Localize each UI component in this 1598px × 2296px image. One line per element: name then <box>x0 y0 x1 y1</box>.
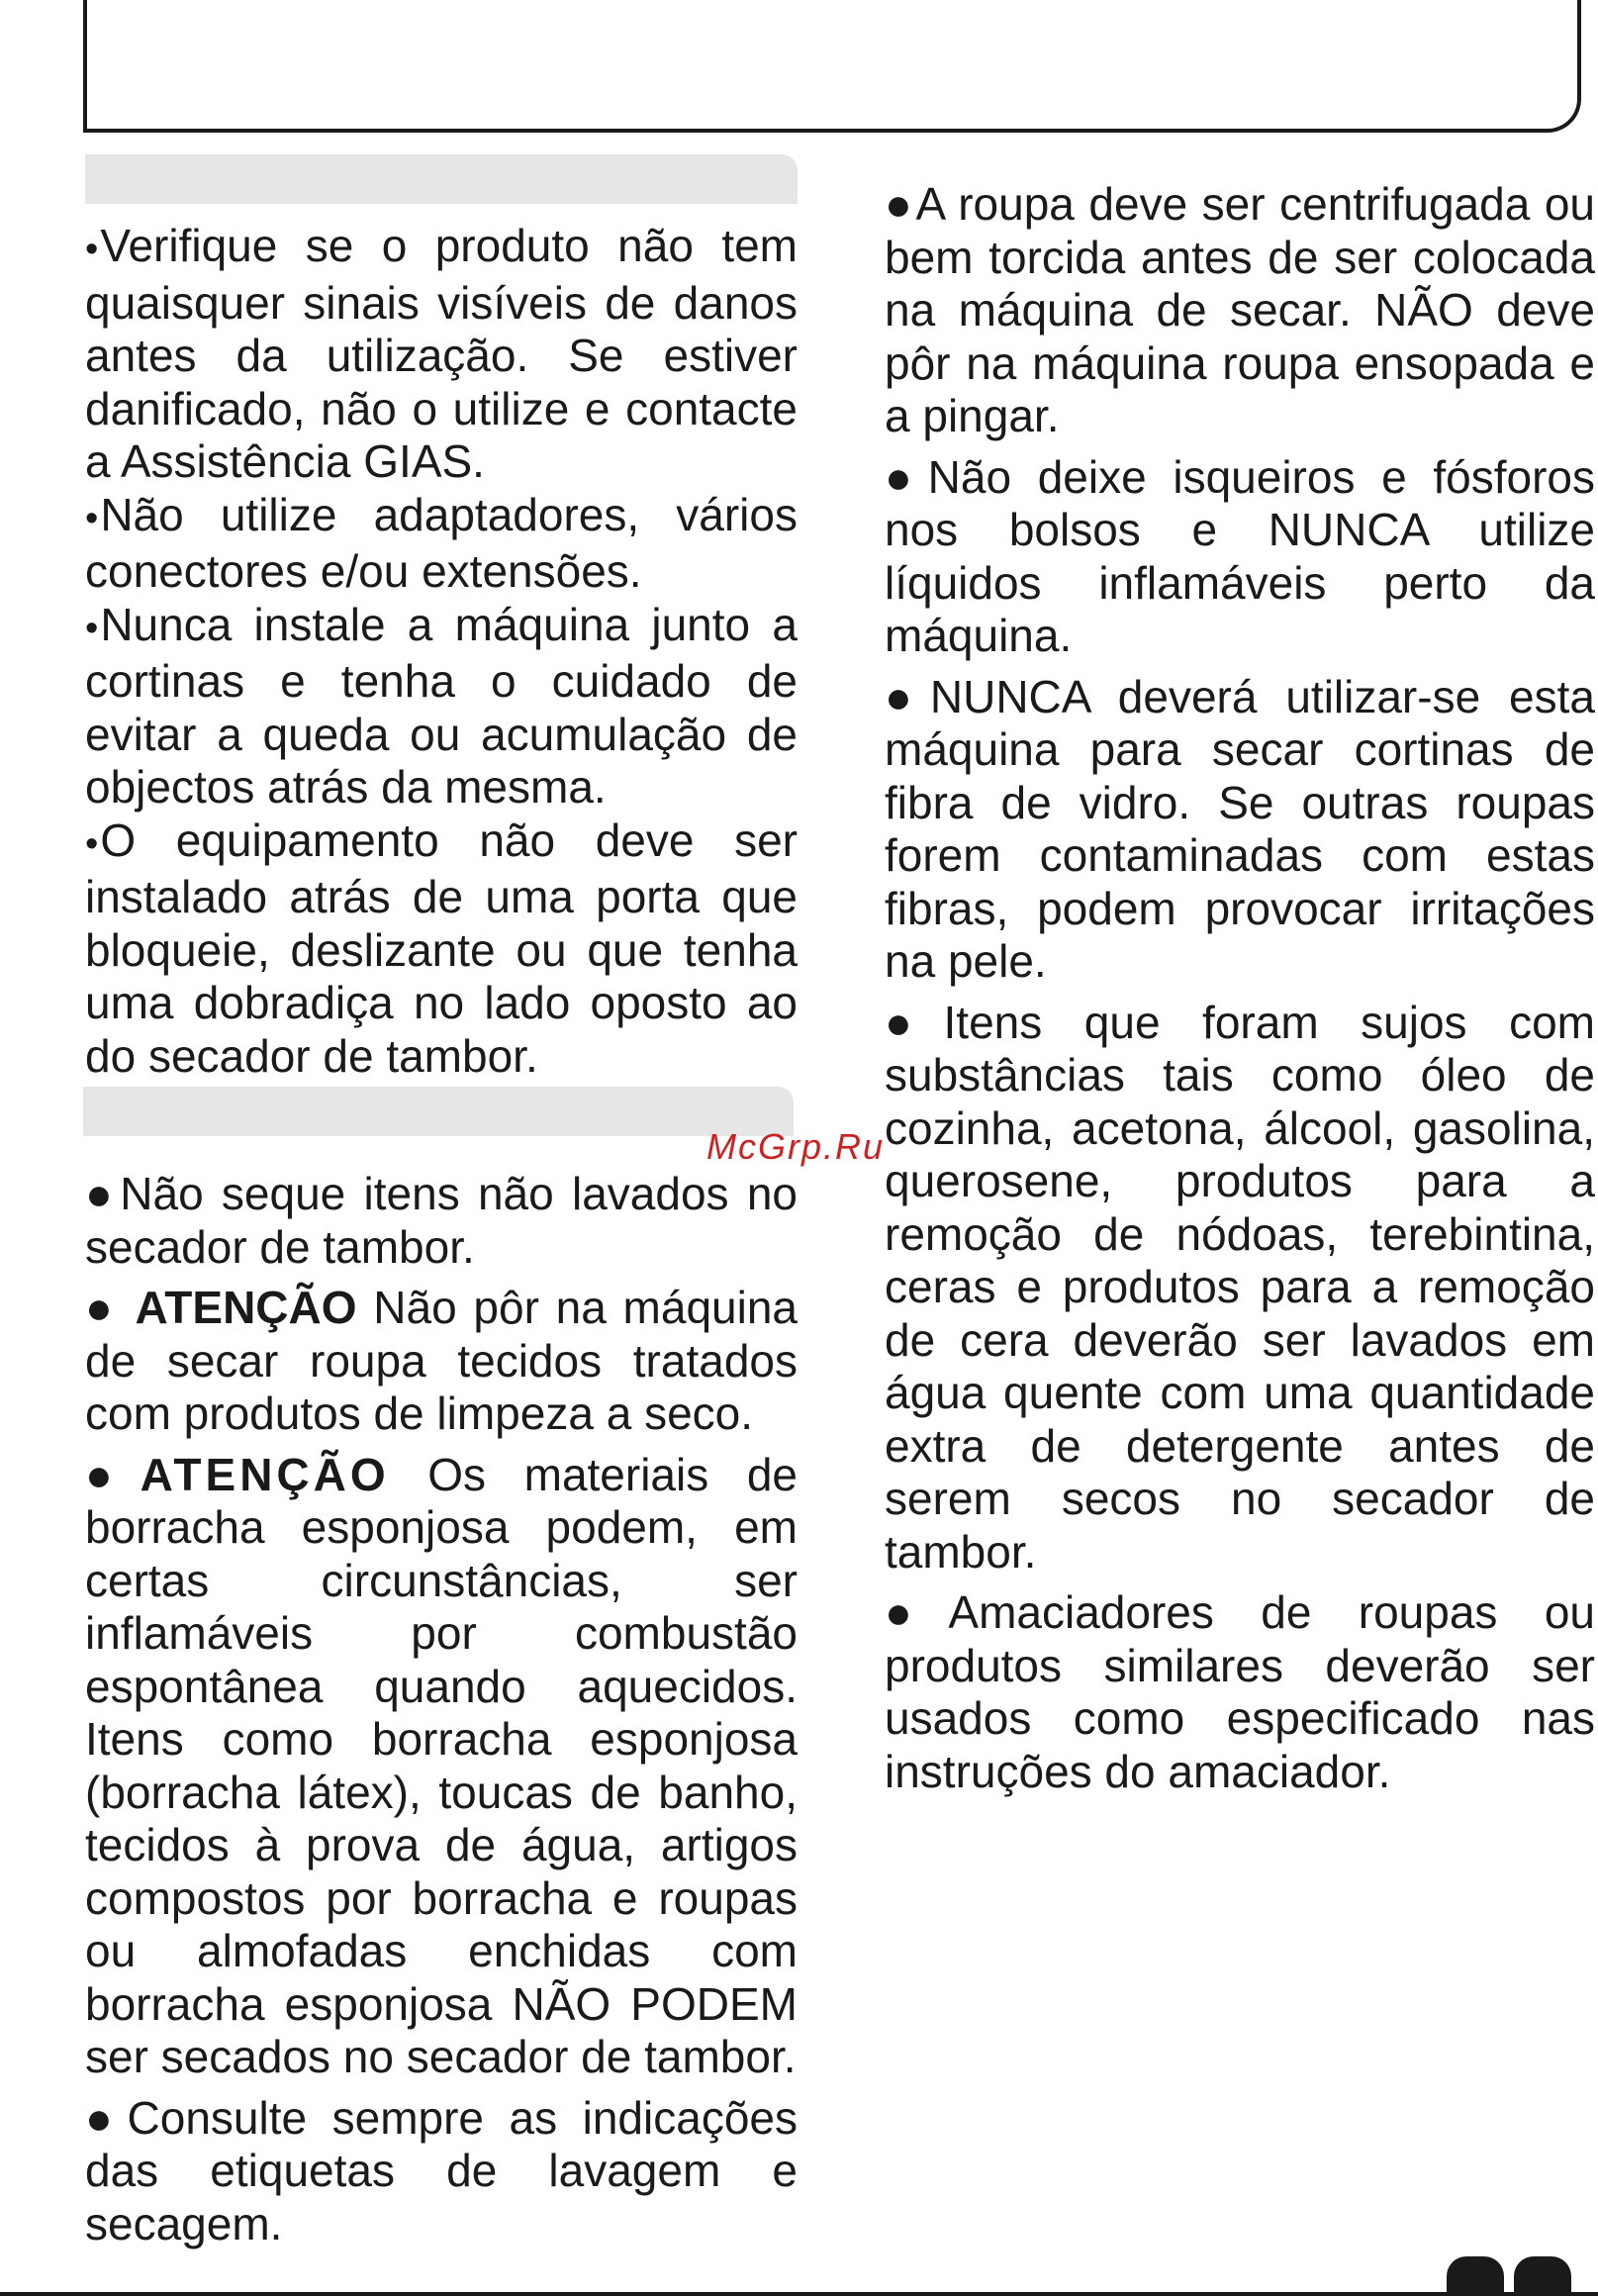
bullet-icon: • <box>85 822 99 865</box>
list-item: ●Itens que foram sujos com substâncias tais como óleo de cozinha, acetona, álcool, gasolina, querosene, produtos para a remoção de nódoas, terebintina, ceras e produtos para a remoção de cera deverão ser lavados em água quente com uma quantidade extra de detergente antes de serem secos no secador de tambor. <box>885 996 1595 1578</box>
list-item: ● ATENÇÃO Não pôr na máquina de secar roupa tecidos tratados com produtos de limpeza a seco. <box>85 1282 798 1439</box>
list-item: •Não utilize adaptadores, vários conectores e/ou extensões. <box>85 488 798 597</box>
list-item: •O equipamento não deve ser instalado atrás de uma porta que bloqueie, deslizante ou que tenha uma dobradiça no lado oposto ao do secador de tambor. <box>85 813 798 1082</box>
list-item: ●Não deixe isqueiros e fósforos nos bolsos e NUNCA utilize líquidos inflamáveis perto da máquina. <box>885 450 1595 661</box>
list-item: ●Não seque itens não lavados no secador de tambor. <box>85 1168 798 1273</box>
list-item: •Nunca instale a máquina junto a cortinas e tenha o cuidado de evitar a queda ou acumulação de objectos atrás da mesma. <box>85 598 798 813</box>
list-item: ●ATENÇÃO Os materiais de borracha esponjosa podem, em certas circunstâncias, ser inflamáveis por combustão espontânea quando aquecidos. Itens como borracha esponjosa (borracha látex), toucas de banho, tecidos à prova de água, artigos compostos por borracha e roupas ou almofadas enchidas com borracha esponjosa NÃO PODEM ser secados no secador de tambor. <box>85 1448 798 2082</box>
page-tab-right <box>1514 2256 1571 2296</box>
section-header-bar-2 <box>83 1087 794 1136</box>
bullet-icon: ● <box>885 996 942 1048</box>
list-item: ●A roupa deve ser centrifugada ou bem torcida antes de ser colocada na máquina de secar. NÃO deve pôr na máquina roupa ensopada e a pingar. <box>885 178 1595 441</box>
watermark: McGrp.Ru <box>706 1126 886 1167</box>
list-item: ●NUNCA deverá utilizar-se esta máquina para secar cortinas de fibra de vidro. Se outras roupas forem contaminadas com estas fibras, podem provocar irritações na pele. <box>885 670 1595 987</box>
bullet-icon: • <box>85 607 99 649</box>
bullet-icon: ● <box>85 1168 119 1219</box>
bullet-icon: ● <box>885 670 928 722</box>
left-column-lower <box>85 1168 798 2250</box>
bullet-icon: ● <box>85 2091 126 2144</box>
list-item: ●Amaciadores de roupas ou produtos similares deverão ser usados como especificado nas instruções do amaciador. <box>885 1586 1595 1797</box>
header-box <box>83 0 1581 133</box>
list-item: •Verifique se o produto não tem quaisquer sinais visíveis de danos antes da utilização. Se estiver danificado, não o utilize e contacte a Assistência GIAS. <box>85 220 798 487</box>
bullet-icon: ● <box>85 1448 139 1500</box>
left-column <box>85 220 798 1083</box>
warning-label: ATENÇÃO <box>135 1282 357 1333</box>
list-item: ●Consulte sempre as indicações das etiquetas de lavagem e secagem. <box>85 2091 798 2249</box>
bullet-icon: ● <box>885 178 914 230</box>
right-column <box>885 178 1595 1798</box>
bullet-icon: • <box>85 229 99 270</box>
page-tab-left <box>1447 2256 1504 2296</box>
bullet-icon: ● <box>85 1282 117 1333</box>
warning-label: ATENÇÃO <box>140 1448 390 1500</box>
bullet-icon: ● <box>885 450 926 503</box>
bullet-icon: ● <box>885 1586 947 1638</box>
footer-rule <box>0 2292 1598 2296</box>
bullet-icon: • <box>85 497 99 539</box>
section-header-bar-1 <box>85 154 798 204</box>
